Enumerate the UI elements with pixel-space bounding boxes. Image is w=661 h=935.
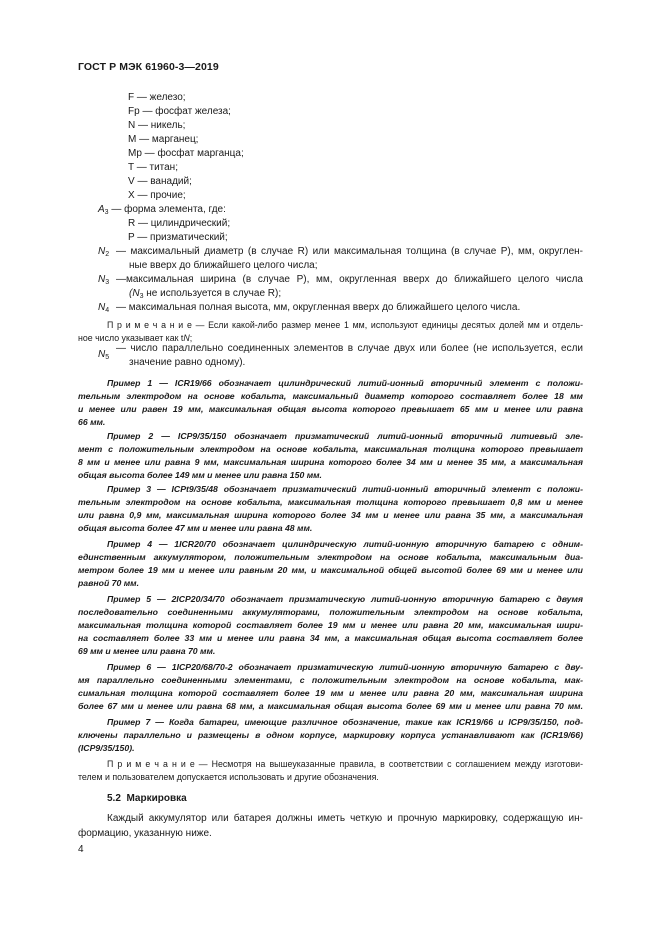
shape-item: P — призматический; <box>128 232 228 243</box>
example-5: 69 мм и менее или равна 70 мм. <box>78 646 216 656</box>
example-6: Пример 6 — 1ICP20/68/70-2 обозначает призматическую литий-ионную вторичную батарею с дву- <box>107 662 583 672</box>
example-4: единственным аккумулятором, положительным электродом на основе кобальта, максимальным диа- <box>78 552 583 562</box>
n2-text: — максимальный диаметр (в случае R) или максимальная толщина (в случае P), мм, округлен- <box>116 246 583 257</box>
n4-symbol: $N_4$ <box>98 302 110 314</box>
example-6: симальная толщина которой составляет более 19 мм и менее или равна 20 мм, максимальная ширина <box>78 688 583 698</box>
body-paragraph: Каждый аккумулятор или батарея должны иметь четкую и прочную маркировку, содержащую ин- <box>107 813 583 824</box>
example-3: общая высота более 47 мм и менее или равна 48 мм. <box>78 523 313 533</box>
legend-item: V — ванадий; <box>128 176 192 187</box>
shape-item: R — цилиндрический; <box>128 218 231 229</box>
n2-text: ные вверх до ближайшего целого числа; <box>129 260 318 271</box>
example-4: Пример 4 — 1ICR20/70 обозначает цилиндрическую литий-ионную вторичную батарею с одним- <box>107 539 583 549</box>
example-3: тельным электродом на основе кобальта, максимальная толщина которого превышает 0,8 мм и менее <box>78 497 583 507</box>
n3-text: ($N_3$ не используется в случае R); <box>129 288 282 300</box>
note: телем и пользователем допускается использовать и другие обозначения. <box>78 772 379 782</box>
example-7: (ICP9/35/150). <box>78 743 135 753</box>
example-2: мент с положительным электродом на основе кобальта, максимальная толщина которого превышает <box>78 444 583 454</box>
example-5: последовательно соединенными аккумуляторами, положительным электродом на основе кобальта, <box>78 607 583 617</box>
example-6: более 67 мм и менее или равна 68 мм, а максимальная общая высота более 69 мм и менее или равна 70 мм. <box>78 701 583 711</box>
n5-symbol: $N_5$ <box>98 349 110 361</box>
n5-text: — число параллельно соединенных элементов в случае двух или более (не используется, если <box>116 343 583 354</box>
legend-item: M — марганец; <box>128 134 199 145</box>
n3-symbol: $N_3$ <box>98 274 110 286</box>
n4-text: — максимальная полная высота, мм, округленная вверх до ближайшего целого числа. <box>116 302 521 313</box>
example-4: равной 70 мм. <box>78 578 140 588</box>
page-header: ГОСТ Р МЭК 61960-3—2019 <box>78 61 219 73</box>
example-7: Пример 7 — Когда батареи, имеющие различное обозначение, такие как ICR19/66 и ICP9/35/150, под- <box>107 717 583 727</box>
example-5: максимальная толщина которой составляет более 19 мм и менее или равна 20 мм, максимальная шири- <box>78 620 583 630</box>
legend-item: N — никель; <box>128 120 186 131</box>
example-2: 8 мм и менее или равна 9 мм, максимальная ширина которого более 34 мм и менее 35 мм, а максимальная <box>78 457 583 467</box>
example-3: или равна 0,9 мм, максимальная ширина которого более 34 мм и менее или равна 35 мм, а максимальная <box>78 510 583 520</box>
example-2: общая высота более 149 мм и менее или равна 150 мм. <box>78 470 322 480</box>
example-3: Пример 3 — ICPt9/35/48 обозначает призматический литий-ионный вторичный элемент с положи- <box>107 484 583 494</box>
note: П р и м е ч а н и е — Несмотря на вышеуказанные правила, в соответствии с соглашением между изготови- <box>107 759 583 769</box>
legend-item: X — прочие; <box>128 190 186 201</box>
example-6: мя параллельно соединенными элементами, с положительным электродом на основе кобальта, мак- <box>78 675 583 685</box>
n2-symbol: $N_2$ <box>98 246 110 258</box>
legend-item: F — железо; <box>128 92 186 103</box>
n3-text: —максимальная ширина (в случае P), мм, округленная вверх до ближайшего целого числа <box>116 274 583 285</box>
example-5: Пример 5 — 2ICP20/34/70 обозначает призматическую литий-ионную вторичную батарею с двумя <box>107 594 583 604</box>
legend-item: T — титан; <box>128 162 178 173</box>
example-1: и менее или равен 19 мм, максимальная общая высота которого превышает 65 мм и менее или равна <box>78 404 583 414</box>
example-7: ключены параллельно и размещены в одном корпусе, маркировку корпуса устанавливают как (ICR19/66) <box>78 730 583 740</box>
legend-item: Fp — фосфат железа; <box>128 106 231 117</box>
n5-text: значение равно одному). <box>129 357 246 368</box>
legend-item: Mp — фосфат марганца; <box>128 148 244 159</box>
note: П р и м е ч а н и е — Если какой-либо размер менее 1 мм, используют единицы десятых долей мм и отдель- <box>107 320 583 330</box>
example-4: метром более 19 мм и менее или равным 20 мм, и максимальной общей высотой более 69 мм и менее или <box>78 565 583 575</box>
section-heading: 5.2 Маркировка <box>107 793 187 804</box>
example-1: 66 мм. <box>78 417 106 427</box>
a3-definition: $A_3$ — форма элемента, где: <box>98 204 226 216</box>
example-5: на составляет более 33 мм и менее или равна 34 мм, а максимальная общая высота составляет более <box>78 633 583 643</box>
example-1: тельным электродом на основе кобальта, максимальный диаметр которого составляет более 18 мм <box>78 391 583 401</box>
note: ное число указывает как tN; <box>78 333 193 343</box>
page-number: 4 <box>78 844 84 855</box>
example-2: Пример 2 — ICP9/35/150 обозначает призматический литий-ионный вторичный литиевый эле- <box>107 431 583 441</box>
body-paragraph: формацию, указанную ниже. <box>78 828 212 839</box>
example-1: Пример 1 — ICR19/66 обозначает цилиндрический литий-ионный вторичный элемент с положи- <box>107 378 583 388</box>
